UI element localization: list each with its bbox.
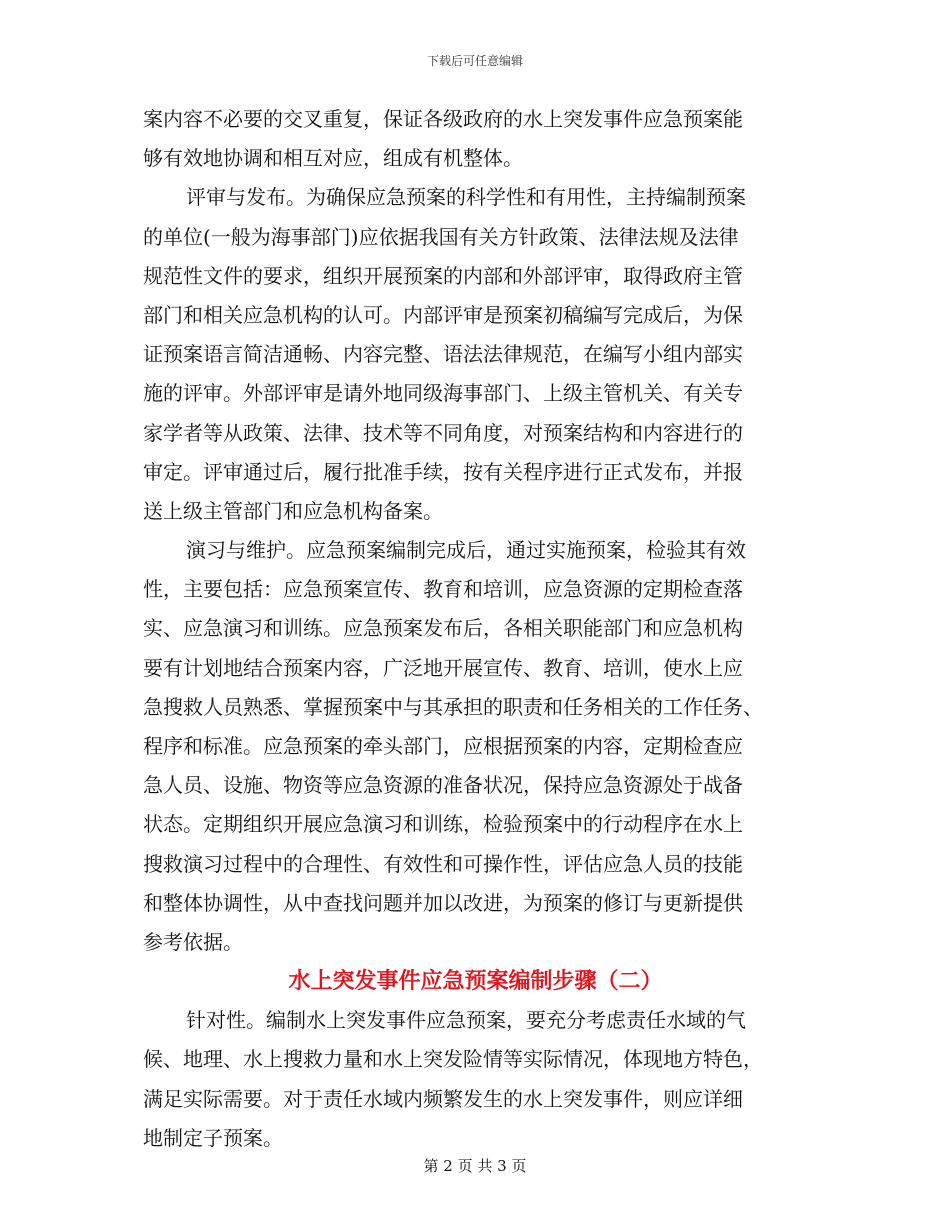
text-line: 家学者等从政策、法律、技术等不同角度，对预案结构和内容进行的: [143, 420, 743, 445]
page-header: 下载后可任意编辑: [426, 54, 523, 68]
text-line: 够有效地协调和相互对应，组成有机整体。: [143, 146, 523, 171]
text-line: 急人员、设施、物资等应急资源的准备状况，保持应急资源处于战备: [143, 773, 743, 798]
text-line: 满足实际需要。对于责任水域内频繁发生的水上突发事件，则应详细: [143, 1086, 743, 1111]
paragraph-pertinence: [143, 1001, 808, 1158]
text-line: 审定。评审通过后，履行批准手续，按有关程序进行正式发布，并报: [143, 459, 743, 484]
text-line: 针对性。编制水上突发事件应急预案，要充分考虑责任水域的气: [186, 1008, 746, 1033]
page-number-footer: 第 2 页 共 3 页: [423, 1157, 527, 1175]
section-heading: 水上突发事件应急预案编制步骤（二）: [288, 969, 663, 995]
text-line: 性，主要包括：应急预案宣传、教育和培训，应急资源的定期检查落: [143, 577, 743, 602]
text-line: 的单位(一般为海事部门)应依据我国有关方针政策、法律法规及法律: [143, 224, 739, 249]
text-line: 实、应急演习和训练。应急预案发布后，各相关职能部门和应急机构: [143, 616, 743, 641]
paragraph-cross-duplication: [143, 100, 808, 178]
text-line: 急搜救人员熟悉、掌握预案中与其承担的职责和任务相关的工作任务、: [143, 694, 763, 719]
paragraph-drill-and-maintenance: [143, 531, 808, 962]
text-line: 地制定子预案。: [143, 1125, 283, 1150]
text-line: 状态。定期组织开展应急演习和训练，检验预案中的行动程序在水上: [143, 812, 743, 837]
text-line: 候、地理、水上搜救力量和水上突发险情等实际情况，体现地方特色，: [143, 1047, 763, 1072]
text-line: 要有计划地结合预案内容，广泛地开展宣传、教育、培训，使水上应: [143, 655, 743, 680]
text-line: 案内容不必要的交叉重复，保证各级政府的水上突发事件应急预案能: [143, 107, 743, 131]
document-body: [143, 100, 808, 1158]
text-line: 程序和标准。应急预案的牵头部门，应根据预案的内容，定期检查应: [143, 734, 743, 758]
text-line: 部门和相关应急机构的认可。内部评审是预案初稿编写完成后，为保: [143, 302, 743, 327]
text-line: 演习与维护。应急预案编制完成后，通过实施预案，检验其有效: [186, 538, 746, 563]
text-line: 施的评审。外部评审是请外地同级海事部门、上级主管机关、有关专: [143, 381, 743, 406]
text-line: 和整体协调性，从中查找问题并加以改进，为预案的修订与更新提供: [143, 890, 743, 915]
text-line: 搜救演习过程中的合理性、有效性和可操作性，评估应急人员的技能: [143, 851, 743, 876]
text-line: 证预案语言简洁通畅、内容完整、语法法律规范，在编写小组内部实: [143, 342, 743, 367]
text-line: 评审与发布。为确保应急预案的科学性和有用性，主持编制预案: [186, 185, 746, 210]
text-line: 送上级主管部门和应急机构备案。: [143, 498, 443, 523]
text-line: 规范性文件的要求，组织开展预案的内部和外部评审，取得政府主管: [143, 263, 743, 288]
paragraph-review-and-release: [143, 178, 808, 531]
text-line: 参考依据。: [143, 929, 243, 954]
